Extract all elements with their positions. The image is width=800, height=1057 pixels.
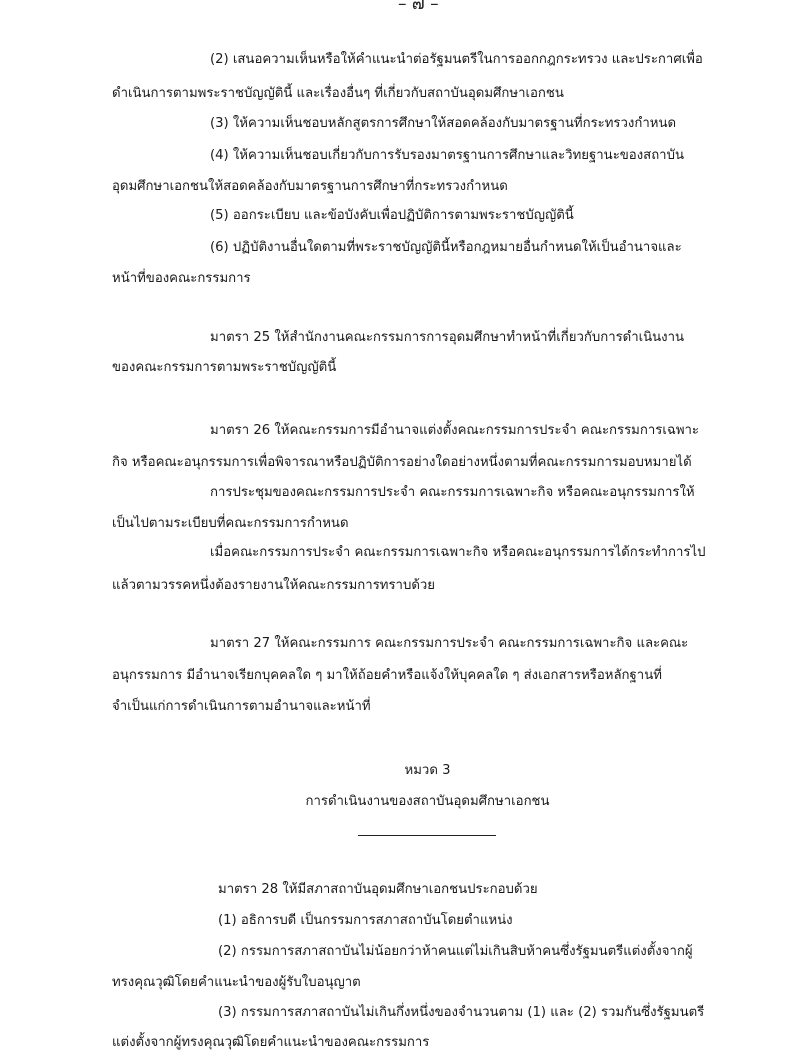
text-line: (4) ให้ความเห็นชอบเกี่ยวกับการรับรองมาตรฐานการศึกษาและวิทยฐานะของสถาบัน — [210, 148, 684, 163]
text-line: (3) ให้ความเห็นชอบหลักสูตรการศึกษาให้สอดคล้องกับมาตรฐานที่กระทรวงกำหนด — [210, 116, 677, 131]
section-28-line: มาตรา 28 ให้มีสภาสถาบันอุดมศึกษาเอกชนประกอบด้วย — [218, 882, 538, 897]
text-line: (2) กรรมการสภาสถาบันไม่น้อยกว่าห้าคนแต่ไม่เกินสิบห้าคนซึ่งรัฐมนตรีแต่งตั้งจากผู้ — [218, 944, 693, 959]
text-line: อนุกรรมการ มีอำนาจเรียกบุคคลใด ๆ มาให้ถ้อยคำหรือแจ้งให้บุคคลใด ๆ ส่งเอกสารหรือหลักฐานที่ — [112, 668, 662, 683]
section-27-line: มาตรา 27 ให้คณะกรรมการ คณะกรรมการประจำ คณะกรรมการเฉพาะกิจ และคณะ — [210, 636, 689, 651]
text-line: หน้าที่ของคณะกรรมการ — [112, 271, 251, 286]
page-number: – ๗ – — [398, 0, 439, 14]
section-25-line: มาตรา 25 ให้สำนักงานคณะกรรมการการอุดมศึกษาทำหน้าที่เกี่ยวกับการดำเนินงาน — [210, 330, 685, 345]
text-line: (1) อธิการบดี เป็นกรรมการสภาสถาบันโดยตำแหน่ง — [218, 913, 513, 928]
text-line: การประชุมของคณะกรรมการประจำ คณะกรรมการเฉพาะกิจ หรือคณะอนุกรรมการให้ — [210, 485, 695, 500]
text-line: (5) ออกระเบียบ และข้อบังคับเพื่อปฏิบัติการตามพระราชบัญญัตินี้ — [210, 208, 574, 223]
chapter-title: การดำเนินงานของสถาบันอุดมศึกษาเอกชน — [305, 794, 550, 809]
text-line: แต่งตั้งจากผู้ทรงคุณวุฒิโดยคำแนะนำของคณะกรรมการ — [112, 1035, 430, 1050]
text-line: ดำเนินการตามพระราชบัญญัตินี้ และเรื่องอื่นๆ ที่เกี่ยวกับสถาบันอุดมศึกษาเอกชน — [112, 86, 564, 101]
text-line: ทรงคุณวุฒิโดยคำแนะนำของผู้รับใบอนุญาต — [112, 975, 361, 990]
text-line: เป็นไปตามระเบียบที่คณะกรรมการกำหนด — [112, 516, 349, 531]
chapter-heading: หมวด 3 — [404, 763, 451, 778]
text-line: จำเป็นแก่การดำเนินการตามอำนาจและหน้าที่ — [112, 699, 371, 714]
text-line: (6) ปฏิบัติงานอื่นใดตามที่พระราชบัญญัตินี้หรือกฎหมายอื่นกำหนดให้เป็นอำนาจและ — [210, 240, 682, 255]
text-line: แล้วตามวรรคหนึ่งต้องรายงานให้คณะกรรมการทราบด้วย — [112, 578, 436, 593]
text-line: อุดมศึกษาเอกชนให้สอดคล้องกับมาตรฐานการศึกษาที่กระทรวงกำหนด — [112, 179, 508, 194]
text-line: (2) เสนอความเห็นหรือให้คำแนะนำต่อรัฐมนตรีในการออกกฎกระทรวง และประกาศเพื่อ — [210, 52, 703, 67]
section-divider — [358, 835, 496, 836]
text-line: เมื่อคณะกรรมการประจำ คณะกรรมการเฉพาะกิจ หรือคณะอนุกรรมการได้กระทำการไป — [210, 545, 706, 560]
text-line: กิจ หรือคณะอนุกรรมการเพื่อพิจารณาหรือปฏิบัติการอย่างใดอย่างหนึ่งตามที่คณะกรรมการมอบหมายได้ — [112, 455, 692, 470]
text-line: (3) กรรมการสภาสถาบันไม่เกินกึ่งหนึ่งของจำนวนตาม (1) และ (2) รวมกันซึ่งรัฐมนตรี — [218, 1005, 705, 1020]
text-line: ของคณะกรรมการตามพระราชบัญญัตินี้ — [112, 360, 337, 375]
section-26-line: มาตรา 26 ให้คณะกรรมการมีอำนาจแต่งตั้งคณะกรรมการประจำ คณะกรรมการเฉพาะ — [210, 423, 700, 438]
